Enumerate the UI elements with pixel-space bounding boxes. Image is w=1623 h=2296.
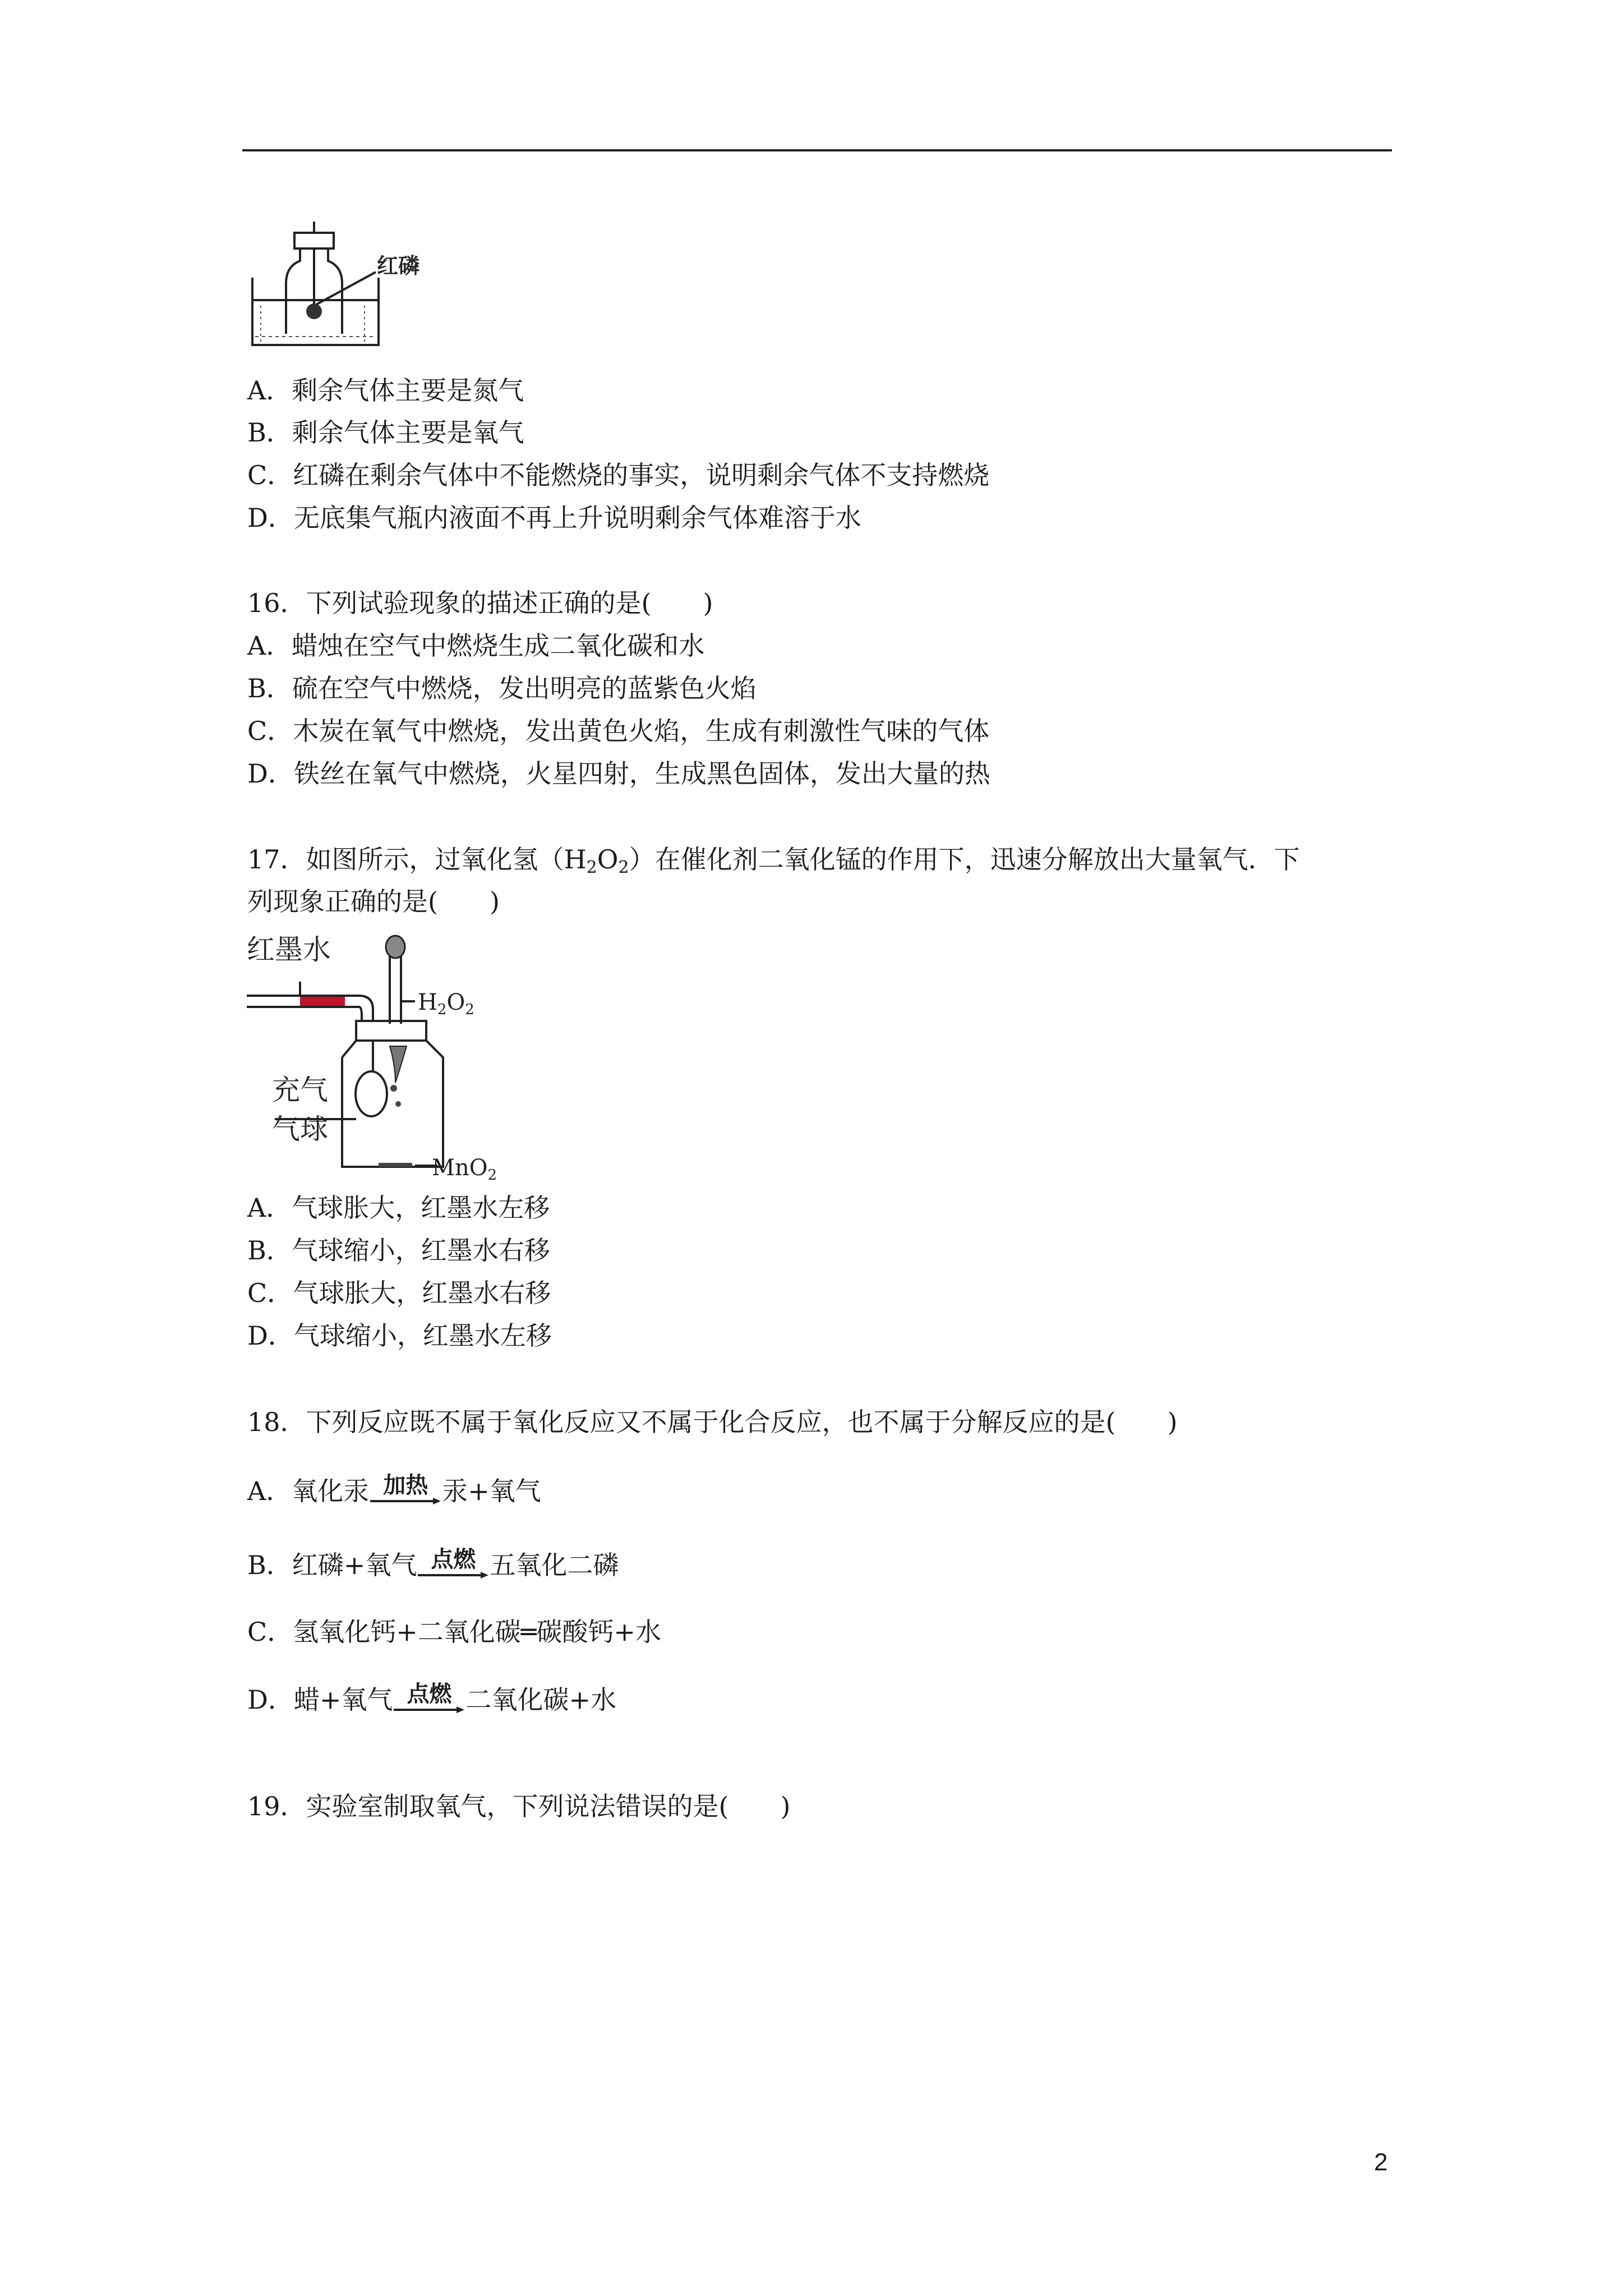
svg-text:H2O2	[418, 990, 474, 1018]
q18-d-reactants: D．蜡+氧气	[247, 1685, 393, 1715]
q16-option-d: D．铁丝在氧气中燃烧，火星四射，生成黑色固体，发出大量的热	[247, 758, 990, 789]
q19-stem: 19．实验室制取氧气，下列说法错误的是( )	[247, 1791, 791, 1821]
q18-d-products: 二氧化碳+水	[465, 1685, 616, 1715]
q17-stem-line2: 列现象正确的是( )	[247, 886, 500, 917]
q17-stem-part1: 17．如图所示，过氧化氢（H	[247, 844, 587, 875]
h2o2-label-o: O	[446, 990, 465, 1015]
mno2-label: MnO	[432, 1155, 488, 1181]
q18-option-b	[247, 1548, 619, 1584]
q17-stem-line1	[247, 843, 1300, 885]
phosphorus-label: 红磷	[377, 254, 420, 278]
q18-option-a	[247, 1474, 541, 1510]
mno2-label-sub: 2	[487, 1167, 497, 1184]
svg-text:MnO2	[432, 1155, 497, 1184]
h2o2-label-sub1: 2	[437, 1001, 447, 1018]
phosphorus-apparatus-figure	[247, 222, 420, 356]
q18-a-reactants: A．氧化汞	[247, 1476, 370, 1506]
h2o2-label-sub2: 2	[465, 1001, 474, 1018]
q18-b-reactants: B．红磷+氧气	[247, 1550, 417, 1580]
q18-option-c: C．氢氧化钙+二氧化碳═碳酸钙+水	[247, 1617, 661, 1647]
q18-a-condition: 加热	[383, 1473, 428, 1498]
q17-stem-sub1: 2	[586, 858, 597, 877]
q18-b-products: 五氧化二磷	[490, 1550, 619, 1580]
q18-d-condition: 点燃	[407, 1681, 452, 1707]
q17-option-a: A．气球胀大，红墨水左移	[247, 1193, 550, 1223]
h2o2-label-h: H	[418, 990, 437, 1015]
q18-b-condition: 点燃	[431, 1547, 476, 1572]
header-rule	[242, 149, 1392, 151]
q17-option-c: C．气球胀大，红墨水右移	[247, 1278, 551, 1308]
reaction-arrow	[417, 1547, 490, 1584]
q15-option-c: C．红磷在剩余气体中不能燃烧的事实，说明剩余气体不支持燃烧	[247, 460, 990, 490]
balloon-label-1: 充气	[272, 1074, 328, 1106]
q15-option-b: B．剩余气体主要是氧气	[247, 417, 524, 448]
q18-a-products: 汞+氧气	[442, 1476, 541, 1506]
q17-stem-o: O	[597, 844, 619, 875]
q16-option-a: A．蜡烛在空气中燃烧生成二氧化碳和水	[247, 631, 705, 661]
page-number: 2	[1374, 2148, 1388, 2176]
q15-option-d: D．无底集气瓶内液面不再上升说明剩余气体难溶于水	[247, 503, 861, 533]
q18-option-d	[247, 1683, 616, 1719]
q17-option-d: D．气球缩小，红墨水左移	[247, 1320, 552, 1351]
reaction-arrow	[393, 1681, 465, 1719]
q17-stem-sub2: 2	[618, 858, 629, 877]
red-ink-label: 红墨水	[247, 933, 331, 966]
q17-stem-part2: ）在催化剂二氧化锰的作用下，迅速分解放出大量氧气．下	[629, 844, 1300, 875]
q16-stem: 16．下列试验现象的描述正确的是( )	[247, 588, 713, 618]
q16-option-b: B．硫在空气中燃烧，发出明亮的蓝紫色火焰	[247, 673, 757, 703]
q16-option-c: C．木炭在氧气中燃烧，发出黄色火焰，生成有刺激性气味的气体	[247, 716, 990, 746]
q17-option-b: B．气球缩小，红墨水右移	[247, 1235, 550, 1266]
q18-stem: 18．下列反应既不属于氧化反应又不属于化合反应，也不属于分解反应的是( )	[247, 1407, 1178, 1437]
q15-option-a: A．剩余气体主要是氮气	[247, 375, 524, 406]
peroxide-apparatus-figure	[247, 926, 527, 1184]
balloon-label-2: 气球	[272, 1113, 328, 1145]
reaction-arrow	[369, 1473, 442, 1510]
